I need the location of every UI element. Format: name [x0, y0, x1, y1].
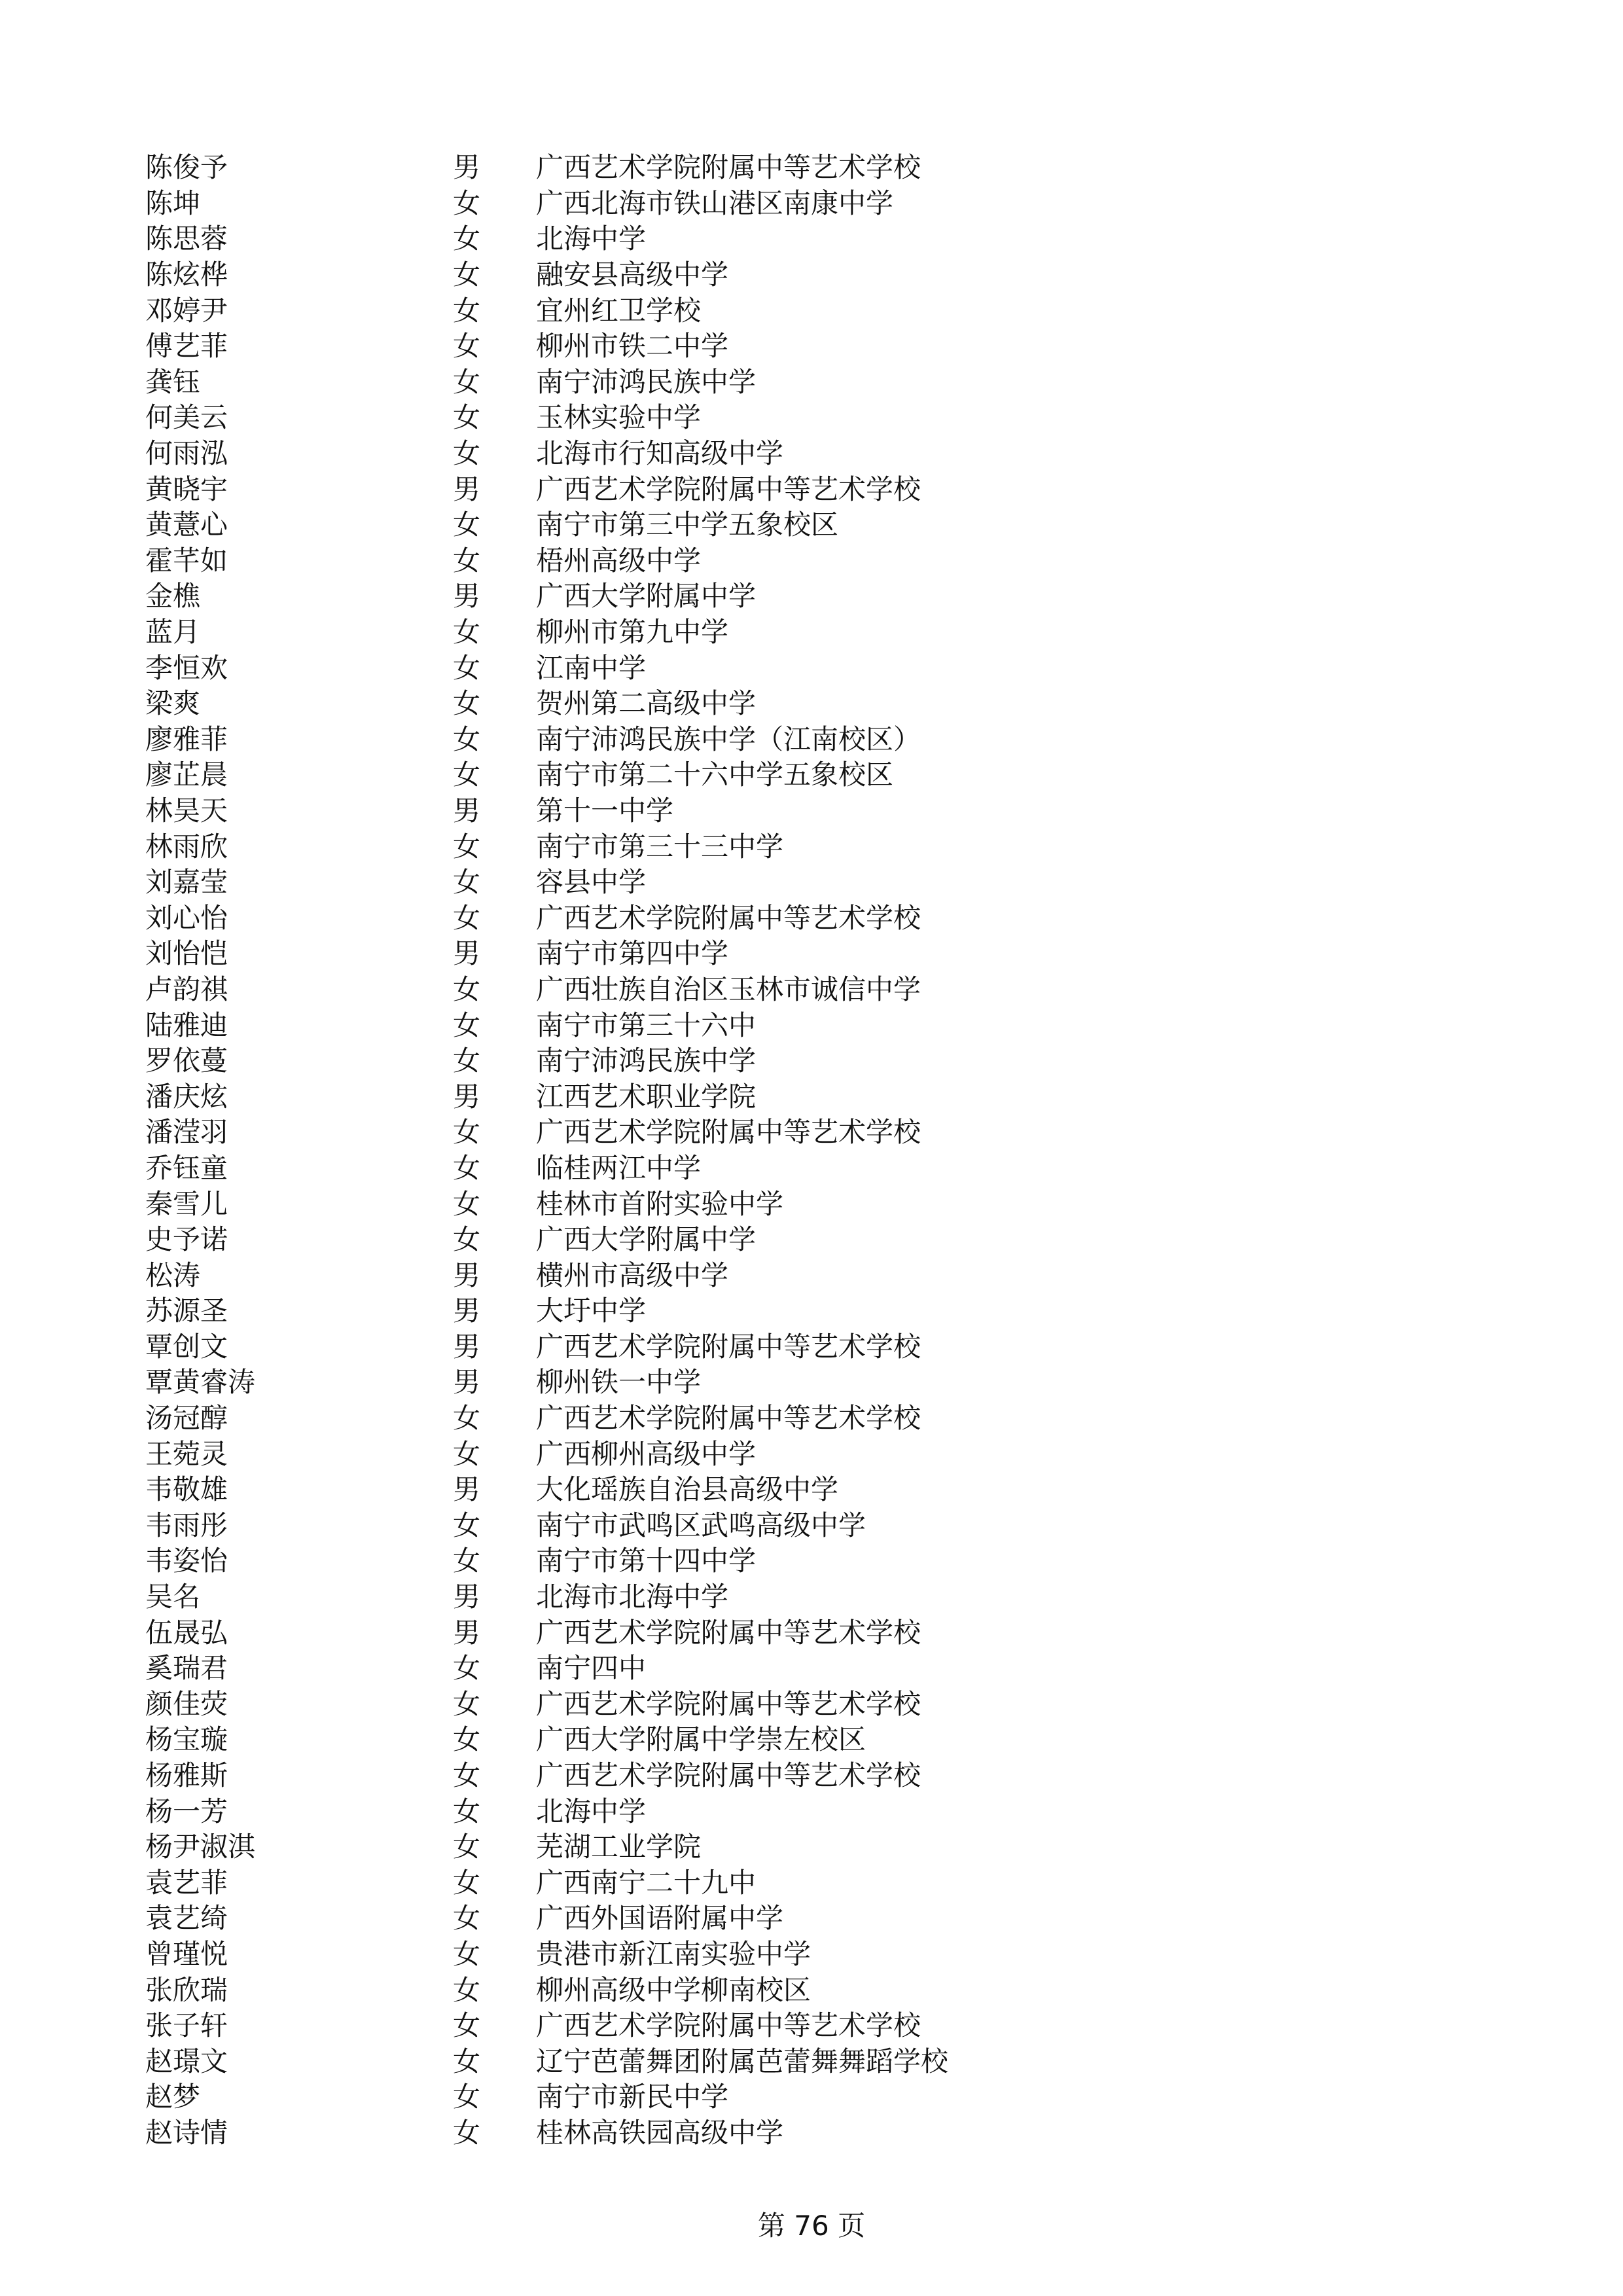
student-gender: 女 — [453, 1545, 481, 1577]
roster-row — [145, 791, 1520, 827]
student-gender: 女 — [453, 2045, 481, 2077]
student-school: 大圩中学 — [536, 1295, 647, 1327]
roster-row — [145, 327, 1520, 363]
student-school: 柳州铁一中学 — [536, 1366, 702, 1399]
student-gender: 女 — [453, 365, 481, 398]
student-school: 大化瑶族自治县高级中学 — [536, 1473, 839, 1506]
student-school: 容县中学 — [536, 866, 647, 899]
student-gender: 女 — [453, 1223, 481, 1256]
student-school: 广西艺术学院附属中等艺术学校 — [536, 1759, 921, 1792]
student-gender: 女 — [453, 866, 481, 899]
roster-row — [145, 1291, 1520, 1327]
student-name: 覃黄睿涛 — [145, 1366, 256, 1399]
student-name: 颜佳荧 — [145, 1687, 228, 1720]
student-gender: 男 — [453, 1581, 481, 1613]
student-school: 广西艺术学院附属中等艺术学校 — [536, 1116, 921, 1149]
student-name: 王菀灵 — [145, 1437, 228, 1470]
roster-row — [145, 1899, 1520, 1935]
roster-row — [145, 1970, 1520, 2006]
student-school: 广西大学附属中学 — [536, 1223, 757, 1256]
roster-row — [145, 1434, 1520, 1470]
student-name: 李恒欢 — [145, 651, 228, 684]
student-school: 北海市北海中学 — [536, 1581, 729, 1613]
student-school: 广西艺术学院附属中等艺术学校 — [536, 1616, 921, 1649]
roster-row — [145, 1184, 1520, 1220]
student-gender: 女 — [453, 901, 481, 934]
student-school: 南宁市第三十六中 — [536, 1009, 757, 1041]
roster-row — [145, 1827, 1520, 1863]
student-gender: 女 — [453, 187, 481, 219]
student-school: 广西艺术学院附属中等艺术学校 — [536, 901, 921, 934]
roster-row — [145, 2113, 1520, 2149]
student-school: 南宁市武鸣区武鸣高级中学 — [536, 1509, 866, 1541]
student-name: 梁爽 — [145, 687, 201, 720]
student-name: 杨一芳 — [145, 1795, 228, 1827]
student-name: 黄薏心 — [145, 509, 228, 541]
student-gender: 女 — [453, 294, 481, 327]
roster-row — [145, 434, 1520, 470]
student-name: 刘心怡 — [145, 901, 228, 934]
student-gender: 女 — [453, 651, 481, 684]
page-number: 第 76 页 — [757, 2210, 866, 2242]
student-name: 赵诗情 — [145, 2116, 228, 2149]
student-name: 乔钰童 — [145, 1151, 228, 1184]
student-gender: 女 — [453, 544, 481, 577]
student-gender: 女 — [453, 1151, 481, 1184]
roster-row — [145, 1077, 1520, 1113]
student-school: 广西柳州高级中学 — [536, 1437, 757, 1470]
roster-row — [145, 1399, 1520, 1435]
student-school: 广西南宁二十九中 — [536, 1866, 757, 1899]
student-school: 南宁沛鸿民族中学 — [536, 365, 757, 398]
student-gender: 女 — [453, 759, 481, 791]
roster-row — [145, 1935, 1520, 1971]
student-school: 南宁沛鸿民族中学 — [536, 1045, 757, 1077]
student-school: 广西大学附属中学崇左校区 — [536, 1723, 866, 1756]
student-school: 临桂两江中学 — [536, 1151, 702, 1184]
student-gender: 男 — [453, 1259, 481, 1291]
student-gender: 女 — [453, 616, 481, 649]
student-gender: 女 — [453, 1902, 481, 1935]
student-school: 南宁市第三中学五象校区 — [536, 509, 839, 541]
roster-row — [145, 1113, 1520, 1149]
student-name: 伍晟弘 — [145, 1616, 228, 1649]
student-name: 张子轩 — [145, 2009, 228, 2042]
student-school: 柳州市铁二中学 — [536, 330, 729, 363]
roster-row — [145, 184, 1520, 220]
student-name: 韦雨彤 — [145, 1509, 228, 1541]
student-gender: 女 — [453, 401, 481, 434]
student-name: 陈思蓉 — [145, 223, 228, 255]
student-name: 陈炫桦 — [145, 259, 228, 291]
student-gender: 女 — [453, 973, 481, 1005]
roster-row — [145, 1255, 1520, 1291]
student-gender: 男 — [453, 1473, 481, 1506]
student-school: 融安县高级中学 — [536, 259, 729, 291]
student-gender: 男 — [453, 580, 481, 613]
student-gender: 女 — [453, 1652, 481, 1685]
student-gender: 女 — [453, 1759, 481, 1792]
student-name: 韦敬雄 — [145, 1473, 228, 1506]
roster-row — [145, 398, 1520, 434]
student-name: 廖芷晨 — [145, 759, 228, 791]
student-gender: 女 — [453, 1973, 481, 2006]
student-name: 曾瑾悦 — [145, 1937, 228, 1970]
student-name: 傅艺菲 — [145, 330, 228, 363]
student-name: 潘滢羽 — [145, 1116, 228, 1149]
roster-row — [145, 1541, 1520, 1577]
student-school: 广西壮族自治区玉林市诚信中学 — [536, 973, 921, 1005]
student-name: 何美云 — [145, 401, 228, 434]
roster-row — [145, 1005, 1520, 1041]
student-gender: 女 — [453, 1509, 481, 1541]
roster-row — [145, 148, 1520, 184]
student-name: 杨雅斯 — [145, 1759, 228, 1792]
student-school: 桂林高铁园高级中学 — [536, 2116, 784, 2149]
student-gender: 女 — [453, 437, 481, 470]
roster-row — [145, 2041, 1520, 2077]
student-school: 广西大学附属中学 — [536, 580, 757, 613]
student-gender: 男 — [453, 1330, 481, 1363]
roster-row — [145, 1863, 1520, 1899]
student-gender: 女 — [453, 830, 481, 863]
student-school: 广西北海市铁山港区南康中学 — [536, 187, 894, 219]
student-gender: 男 — [453, 1295, 481, 1327]
roster-row — [145, 505, 1520, 541]
roster-row — [145, 1220, 1520, 1256]
roster-row — [145, 1470, 1520, 1506]
student-school: 广西艺术学院附属中等艺术学校 — [536, 1687, 921, 1720]
student-gender: 女 — [453, 1723, 481, 1756]
student-name: 苏源圣 — [145, 1295, 228, 1327]
roster-row — [145, 2077, 1520, 2113]
roster-row — [145, 755, 1520, 791]
student-gender: 女 — [453, 1045, 481, 1077]
student-name: 松涛 — [145, 1259, 201, 1291]
roster-row — [145, 934, 1520, 970]
student-school: 江南中学 — [536, 651, 647, 684]
student-school: 贵港市新江南实验中学 — [536, 1937, 812, 1970]
roster-row — [145, 863, 1520, 899]
student-gender: 男 — [453, 151, 481, 184]
student-school: 南宁市第三十三中学 — [536, 830, 784, 863]
student-school: 南宁市第二十六中学五象校区 — [536, 759, 894, 791]
roster-row — [145, 1577, 1520, 1613]
student-name: 秦雪儿 — [145, 1187, 228, 1220]
student-name: 奚瑞君 — [145, 1652, 228, 1685]
student-gender: 女 — [453, 723, 481, 755]
student-school: 第十一中学 — [536, 794, 674, 827]
roster-row — [145, 648, 1520, 684]
student-gender: 女 — [453, 1937, 481, 1970]
student-gender: 女 — [453, 687, 481, 720]
student-school: 南宁四中 — [536, 1652, 647, 1685]
roster-row — [145, 2006, 1520, 2042]
roster-row — [145, 1649, 1520, 1685]
roster-row — [145, 970, 1520, 1006]
student-school: 玉林实验中学 — [536, 401, 702, 434]
student-name: 覃创文 — [145, 1330, 228, 1363]
student-gender: 男 — [453, 473, 481, 505]
roster-row — [145, 1613, 1520, 1649]
roster-row — [145, 255, 1520, 291]
student-gender: 男 — [453, 1366, 481, 1399]
roster-row — [145, 684, 1520, 720]
roster-row — [145, 827, 1520, 863]
student-school: 柳州市第九中学 — [536, 616, 729, 649]
student-name: 廖雅菲 — [145, 723, 228, 755]
student-school: 广西艺术学院附属中等艺术学校 — [536, 1330, 921, 1363]
student-name: 金樵 — [145, 580, 201, 613]
student-school: 宜州红卫学校 — [536, 294, 702, 327]
roster-row — [145, 541, 1520, 577]
roster-row — [145, 291, 1520, 327]
roster-row — [145, 613, 1520, 649]
student-gender: 女 — [453, 1187, 481, 1220]
student-school: 北海市行知高级中学 — [536, 437, 784, 470]
roster-row — [145, 1327, 1520, 1363]
roster-row — [145, 1756, 1520, 1792]
student-school: 江西艺术职业学院 — [536, 1080, 757, 1113]
student-name: 卢韵祺 — [145, 973, 228, 1005]
roster-row — [145, 1149, 1520, 1185]
student-name: 陆雅迪 — [145, 1009, 228, 1041]
student-gender: 女 — [453, 1437, 481, 1470]
student-name: 赵梦 — [145, 2081, 201, 2113]
student-school: 柳州高级中学柳南校区 — [536, 1973, 812, 2006]
student-name: 史予诺 — [145, 1223, 228, 1256]
student-school: 广西艺术学院附属中等艺术学校 — [536, 2009, 921, 2042]
student-gender: 女 — [453, 330, 481, 363]
student-gender: 女 — [453, 1009, 481, 1041]
student-school: 广西艺术学院附属中等艺术学校 — [536, 1402, 921, 1435]
roster-row — [145, 1720, 1520, 1756]
student-gender: 女 — [453, 1116, 481, 1149]
roster-row — [145, 1685, 1520, 1721]
student-school: 广西外国语附属中学 — [536, 1902, 784, 1935]
roster-row — [145, 898, 1520, 934]
student-gender: 女 — [453, 2009, 481, 2042]
student-school: 广西艺术学院附属中等艺术学校 — [536, 151, 921, 184]
student-name: 袁艺绮 — [145, 1902, 228, 1935]
student-name: 赵璟文 — [145, 2045, 228, 2077]
student-name: 何雨泓 — [145, 437, 228, 470]
student-name: 蓝月 — [145, 616, 201, 649]
student-name: 张欣瑞 — [145, 1973, 228, 2006]
student-gender: 女 — [453, 1831, 481, 1863]
student-gender: 女 — [453, 223, 481, 255]
student-gender: 男 — [453, 1616, 481, 1649]
student-gender: 女 — [453, 509, 481, 541]
student-school: 北海中学 — [536, 1795, 647, 1827]
student-school: 南宁市第四中学 — [536, 937, 729, 970]
student-school: 横州市高级中学 — [536, 1259, 729, 1291]
student-school: 桂林市首附实验中学 — [536, 1187, 784, 1220]
student-school: 芜湖工业学院 — [536, 1831, 702, 1863]
student-school: 南宁市第十四中学 — [536, 1545, 757, 1577]
student-school: 贺州第二高级中学 — [536, 687, 757, 720]
student-roster — [145, 148, 1520, 2149]
student-gender: 女 — [453, 1402, 481, 1435]
student-name: 霍芊如 — [145, 544, 228, 577]
roster-row — [145, 1041, 1520, 1077]
student-gender: 女 — [453, 2116, 481, 2149]
student-gender: 女 — [453, 2081, 481, 2113]
student-gender: 男 — [453, 794, 481, 827]
roster-row — [145, 720, 1520, 756]
student-name: 韦姿怡 — [145, 1545, 228, 1577]
student-name: 罗依蔓 — [145, 1045, 228, 1077]
student-gender: 女 — [453, 259, 481, 291]
student-name: 杨尹淑淇 — [145, 1831, 256, 1863]
roster-row — [145, 1506, 1520, 1542]
roster-row — [145, 1791, 1520, 1827]
student-name: 杨宝璇 — [145, 1723, 228, 1756]
student-school: 北海中学 — [536, 223, 647, 255]
student-name: 黄晓宇 — [145, 473, 228, 505]
student-gender: 女 — [453, 1687, 481, 1720]
student-name: 林雨欣 — [145, 830, 228, 863]
student-name: 陈俊予 — [145, 151, 228, 184]
roster-row — [145, 469, 1520, 505]
roster-row — [145, 1363, 1520, 1399]
student-school: 南宁市新民中学 — [536, 2081, 729, 2113]
student-school: 南宁沛鸿民族中学（江南校区） — [536, 723, 921, 755]
student-gender: 女 — [453, 1795, 481, 1827]
student-name: 龚钰 — [145, 365, 201, 398]
student-name: 邓婷尹 — [145, 294, 228, 327]
student-name: 潘庆炫 — [145, 1080, 228, 1113]
student-name: 陈坤 — [145, 187, 201, 219]
student-name: 吴名 — [145, 1581, 201, 1613]
student-name: 林昊天 — [145, 794, 228, 827]
student-name: 刘嘉莹 — [145, 866, 228, 899]
student-school: 梧州高级中学 — [536, 544, 702, 577]
roster-row — [145, 577, 1520, 613]
student-school: 辽宁芭蕾舞团附属芭蕾舞舞蹈学校 — [536, 2045, 949, 2077]
student-gender: 女 — [453, 1866, 481, 1899]
student-name: 刘怡恺 — [145, 937, 228, 970]
roster-row — [145, 219, 1520, 255]
student-gender: 男 — [453, 937, 481, 970]
student-name: 汤冠醇 — [145, 1402, 228, 1435]
student-gender: 男 — [453, 1080, 481, 1113]
roster-row — [145, 363, 1520, 399]
student-name: 袁艺菲 — [145, 1866, 228, 1899]
student-school: 广西艺术学院附属中等艺术学校 — [536, 473, 921, 505]
